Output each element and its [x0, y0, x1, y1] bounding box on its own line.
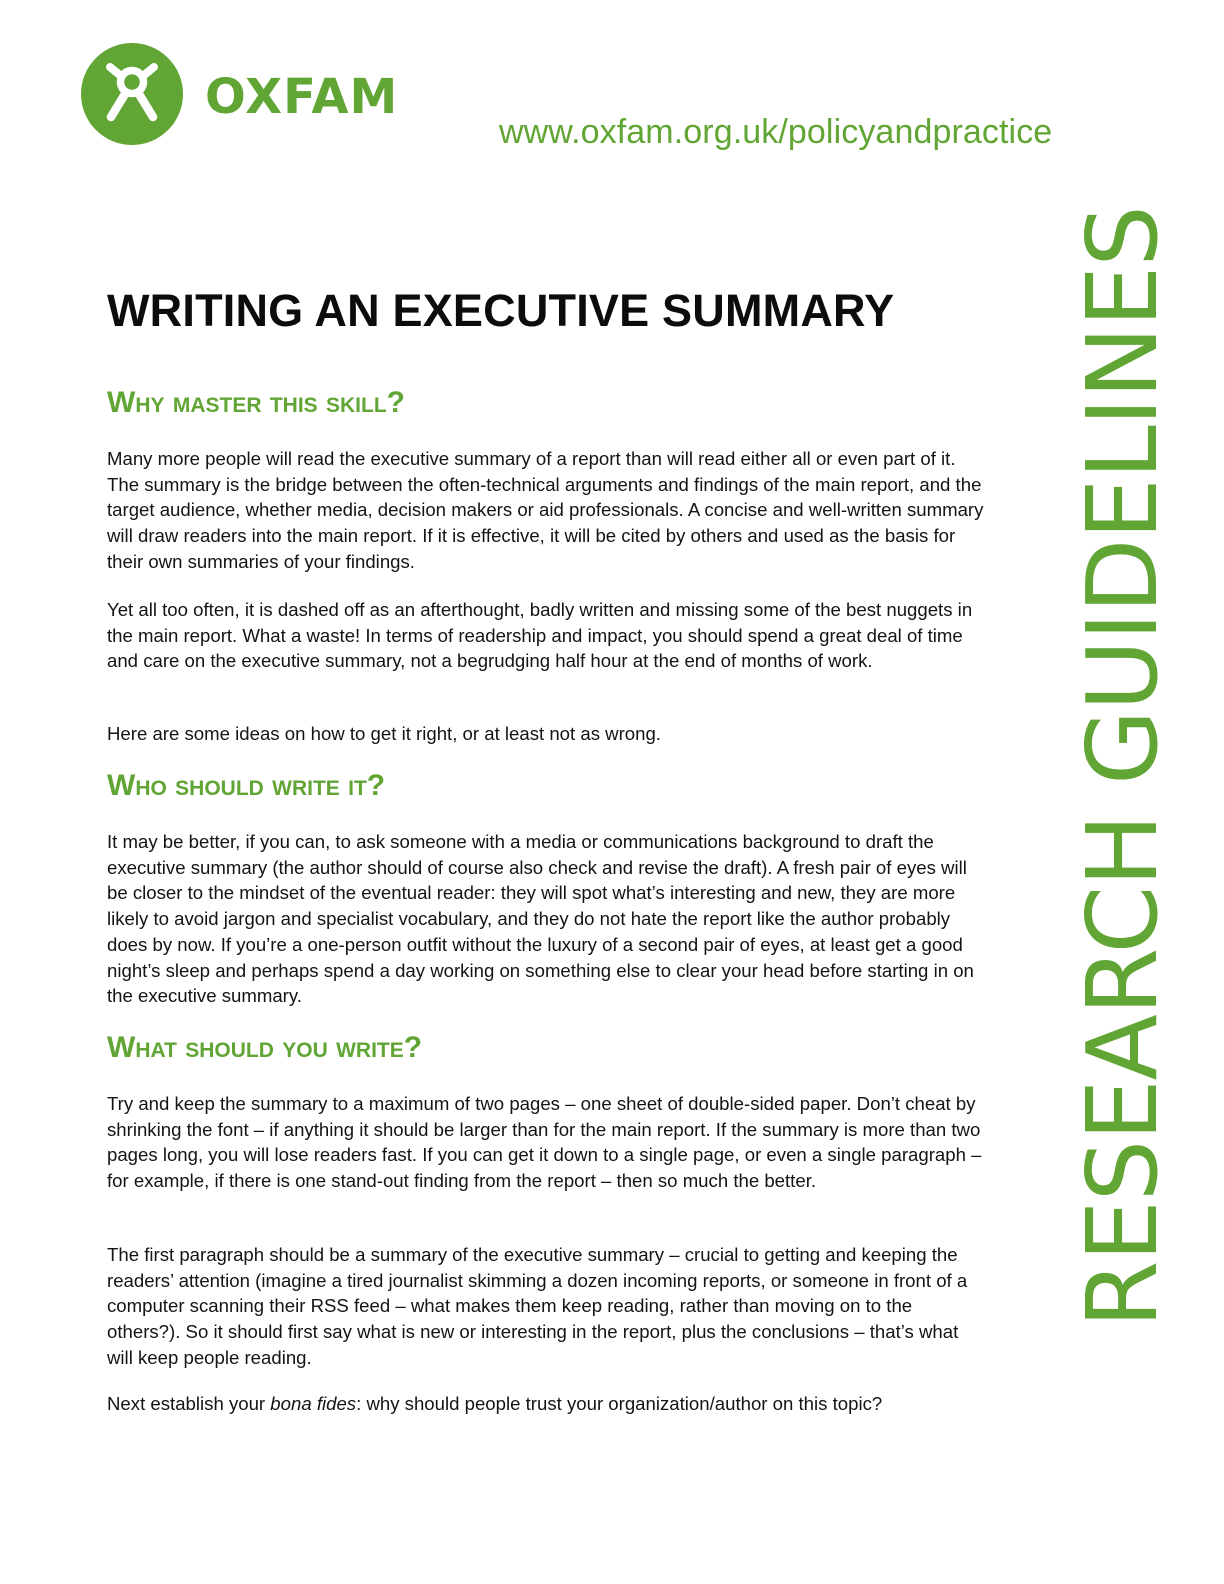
website-url[interactable]: www.oxfam.org.uk/policyandpractice: [499, 113, 1053, 151]
paragraph: The first paragraph should be a summary of the executive summary – crucial to getting and keeping the readers’ attention (imagine a tired journalist skimming a dozen incoming reports, or someone in front of a computer scanning their RSS feed – what makes them keep reading, rather than moving on to the others?). So it should first say what is new or interesting in the report, plus the conclusions – that’s what will keep people reading.: [107, 1244, 968, 1368]
paragraph: Many more people will read the executive summary of a report than will read either all or even part of it. The summary is the bridge between the often-technical arguments and findings of the main report, and the target audience, whether media, decision makers or aid professionals. A concise and well-written summary will draw readers into the main report. If it is effective, it will be cited by others and used as the basis for their own summaries of your findings.: [107, 448, 984, 572]
text-run: Next establish your: [107, 1393, 271, 1414]
paragraph: Here are some ideas on how to get it right, or at least not as wrong.: [107, 723, 661, 744]
research-guidelines-banner: RESEARCH GUIDELINES: [1066, 206, 1179, 1328]
page-title: WRITING AN EXECUTIVE SUMMARY: [107, 285, 895, 336]
oxfam-logo: [80, 42, 399, 146]
logo-wordmark: OXFAM: [205, 69, 399, 125]
section-heading-why: Why master this skill?: [107, 386, 405, 419]
italic-text: bona fides: [270, 1393, 357, 1414]
paragraph: [107, 1391, 987, 1417]
paragraph: It may be better, if you can, to ask someone with a media or communications background to draft the executive summary (the author should of course also check and revise the draft). A fresh pair of eyes will be closer to the mindset of the eventual reader: they will spot what’s interesting and new, they are more likely to avoid jargon and specialist vocabulary, and they do not hate the report like the author probably does by now. If you’re a one-person outfit without the luxury of a second pair of eyes, at least get a good night’s sleep and perhaps spend a day working on something else to clear your head before starting in on the executive summary.: [107, 831, 974, 1007]
paragraph: Try and keep the summary to a maximum of two pages – one sheet of double-sided paper. Don’t cheat by shrinking the font – if anything it should be larger than for the main report. If the summary is more than two pages long, you will lose readers fast. If you can get it down to a single page, or even a single paragraph – for example, if there is one stand-out finding from the report – then so much the better.: [107, 1093, 982, 1192]
text-run: : why should people trust your organization/author on this topic?: [356, 1393, 883, 1414]
section-heading-who: Who should write it?: [107, 769, 386, 802]
paragraph: Yet all too often, it is dashed off as an afterthought, badly written and missing some of the best nuggets in the main report. What a waste! In terms of readership and impact, you should spend a great deal of time and care on the executive summary, not a begrudging half hour at the end of months of work.: [107, 599, 973, 672]
section-heading-what: What should you write?: [107, 1031, 423, 1064]
